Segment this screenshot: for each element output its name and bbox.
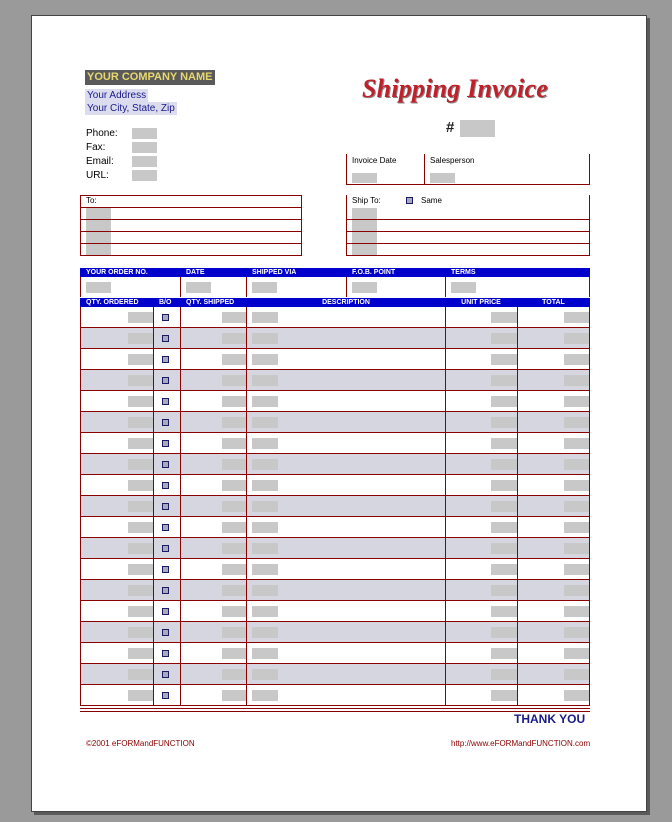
description-field[interactable] [252, 438, 278, 449]
total-header: TOTAL [542, 299, 565, 306]
to-field[interactable] [86, 244, 111, 255]
to-line [80, 207, 302, 208]
company-name[interactable]: YOUR COMPANY NAME [87, 71, 213, 83]
total-field[interactable] [564, 690, 589, 701]
unit-price-field[interactable] [491, 375, 517, 386]
unit-price-field[interactable] [491, 501, 517, 512]
unit-price-field[interactable] [491, 333, 517, 344]
total-field[interactable] [564, 522, 589, 533]
unit-price-field[interactable] [491, 669, 517, 680]
url-field[interactable] [132, 170, 157, 181]
invoice-number-field[interactable] [460, 120, 495, 137]
order-no-header: YOUR ORDER NO. [86, 269, 148, 276]
qty-shipped-field[interactable] [222, 522, 246, 533]
to-field[interactable] [86, 220, 111, 231]
bo-checkbox[interactable] [162, 377, 169, 384]
total-field[interactable] [564, 396, 589, 407]
qty-shipped-field[interactable] [222, 564, 246, 575]
ship-to-line [346, 219, 590, 220]
terms-header: TERMS [451, 269, 476, 276]
thank-you-text: THANK YOU [514, 712, 586, 726]
unit-price-field[interactable] [491, 627, 517, 638]
company-city-state-zip[interactable]: Your City, State, Zip [87, 103, 175, 114]
same-checkbox[interactable] [406, 197, 413, 204]
qty-shipped-field[interactable] [222, 417, 246, 428]
column-divider [445, 307, 446, 706]
invoice-date-label: Invoice Date [352, 156, 397, 165]
qty-shipped-field[interactable] [222, 333, 246, 344]
copyright-text: ©2001 eFORMandFUNCTION [86, 739, 195, 748]
qty-ordered-field[interactable] [128, 564, 153, 575]
description-field[interactable] [252, 606, 278, 617]
bo-checkbox[interactable] [162, 356, 169, 363]
ship-to-border-right [589, 195, 590, 256]
terms-field[interactable] [451, 282, 476, 293]
qty-ordered-field[interactable] [128, 417, 153, 428]
ship-to-field[interactable] [352, 244, 377, 255]
description-field[interactable] [252, 690, 278, 701]
qty-shipped-field[interactable] [222, 459, 246, 470]
fob-point-field[interactable] [352, 282, 377, 293]
invoice-date-field[interactable] [352, 173, 377, 183]
qty-shipped-field[interactable] [222, 480, 246, 491]
qty-ordered-field[interactable] [128, 396, 153, 407]
bo-checkbox[interactable] [162, 608, 169, 615]
order-info-divider [346, 277, 347, 297]
fax-label: Fax: [86, 142, 106, 153]
unit-price-field[interactable] [491, 354, 517, 365]
column-divider [153, 307, 154, 706]
description-field[interactable] [252, 333, 278, 344]
order-header-bar [80, 268, 590, 277]
phone-label: Phone: [86, 128, 118, 139]
unit-price-field[interactable] [491, 606, 517, 617]
description-field[interactable] [252, 354, 278, 365]
table-border-right [589, 307, 590, 706]
ship-to-field[interactable] [352, 232, 377, 243]
total-field[interactable] [564, 417, 589, 428]
invoice-info-border-left [346, 154, 347, 185]
total-field[interactable] [564, 606, 589, 617]
description-field[interactable] [252, 396, 278, 407]
description-field[interactable] [252, 375, 278, 386]
bo-checkbox[interactable] [162, 335, 169, 342]
email-label: Email: [86, 156, 114, 167]
total-field[interactable] [564, 438, 589, 449]
date-header: DATE [186, 269, 205, 276]
qty-ordered-field[interactable] [128, 333, 153, 344]
qty-shipped-field[interactable] [222, 375, 246, 386]
qty-ordered-field[interactable] [128, 522, 153, 533]
unit-price-header: UNIT PRICE [461, 299, 501, 306]
qty-ordered-field[interactable] [128, 669, 153, 680]
unit-price-field[interactable] [491, 312, 517, 323]
bo-checkbox[interactable] [162, 545, 169, 552]
order-info-divider [180, 277, 181, 297]
qty-shipped-field[interactable] [222, 396, 246, 407]
qty-shipped-field[interactable] [222, 606, 246, 617]
total-field[interactable] [564, 627, 589, 638]
phone-field[interactable] [132, 128, 157, 139]
description-field[interactable] [252, 417, 278, 428]
column-divider [246, 307, 247, 706]
shipped-via-header: SHIPPED VIA [252, 269, 297, 276]
qty-ordered-field[interactable] [128, 480, 153, 491]
bo-checkbox[interactable] [162, 692, 169, 699]
column-divider [180, 307, 181, 706]
url-label: URL: [86, 170, 109, 181]
bo-checkbox[interactable] [162, 419, 169, 426]
qty-shipped-field[interactable] [222, 669, 246, 680]
bo-checkbox[interactable] [162, 671, 169, 678]
to-label: To: [86, 196, 97, 205]
bo-checkbox[interactable] [162, 566, 169, 573]
ship-to-line [346, 255, 590, 256]
order-info-row [80, 277, 590, 297]
ship-to-line [346, 243, 590, 244]
to-line [80, 231, 302, 232]
unit-price-field[interactable] [491, 522, 517, 533]
ship-to-line [346, 231, 590, 232]
shipped-via-field[interactable] [252, 282, 277, 293]
qty-shipped-field[interactable] [222, 354, 246, 365]
order-date-field[interactable] [186, 282, 211, 293]
description-field[interactable] [252, 564, 278, 575]
qty-ordered-field[interactable] [128, 648, 153, 659]
unit-price-field[interactable] [491, 543, 517, 554]
qty-ordered-field[interactable] [128, 627, 153, 638]
qty-shipped-field[interactable] [222, 501, 246, 512]
description-field[interactable] [252, 627, 278, 638]
unit-price-field[interactable] [491, 564, 517, 575]
total-field[interactable] [564, 669, 589, 680]
to-field[interactable] [86, 232, 111, 243]
bottom-rule [80, 708, 590, 709]
qty-ordered-field[interactable] [128, 501, 153, 512]
total-field[interactable] [564, 312, 589, 323]
description-field[interactable] [252, 585, 278, 596]
fax-field[interactable] [132, 142, 157, 153]
unit-price-field[interactable] [491, 417, 517, 428]
same-label: Same [421, 196, 442, 205]
bo-checkbox[interactable] [162, 650, 169, 657]
description-field[interactable] [252, 480, 278, 491]
total-field[interactable] [564, 354, 589, 365]
invoice-info-divider [424, 154, 425, 185]
description-field[interactable] [252, 669, 278, 680]
unit-price-field[interactable] [491, 585, 517, 596]
invoice-info-border-right [589, 154, 590, 185]
description-field[interactable] [252, 459, 278, 470]
qty-shipped-field[interactable] [222, 312, 246, 323]
description-header: DESCRIPTION [322, 299, 370, 306]
ship-to-label: Ship To: [352, 196, 381, 205]
description-field[interactable] [252, 501, 278, 512]
bo-checkbox[interactable] [162, 482, 169, 489]
website-link[interactable]: http://www.eFORMandFUNCTION.com [451, 739, 591, 748]
invoice-info-border-bottom [346, 184, 590, 185]
order-no-field[interactable] [86, 282, 111, 293]
qty-shipped-field[interactable] [222, 690, 246, 701]
total-field[interactable] [564, 480, 589, 491]
invoice-title: Shipping Invoice [362, 74, 548, 103]
unit-price-field[interactable] [491, 459, 517, 470]
qty-ordered-field[interactable] [128, 606, 153, 617]
unit-price-field[interactable] [491, 438, 517, 449]
email-field[interactable] [132, 156, 157, 167]
total-field[interactable] [564, 459, 589, 470]
qty-ordered-header: QTY. ORDERED [86, 299, 139, 306]
qty-ordered-field[interactable] [128, 312, 153, 323]
ship-to-border-left [346, 195, 347, 256]
to-line [80, 243, 302, 244]
column-divider [517, 307, 518, 706]
description-field[interactable] [252, 648, 278, 659]
bo-checkbox[interactable] [162, 398, 169, 405]
qty-shipped-field[interactable] [222, 543, 246, 554]
bo-header: B/O [159, 299, 172, 306]
unit-price-field[interactable] [491, 690, 517, 701]
qty-ordered-field[interactable] [128, 585, 153, 596]
to-box [80, 195, 302, 256]
qty-shipped-field[interactable] [222, 627, 246, 638]
total-field[interactable] [564, 585, 589, 596]
bo-checkbox[interactable] [162, 440, 169, 447]
qty-shipped-field[interactable] [222, 585, 246, 596]
qty-shipped-field[interactable] [222, 438, 246, 449]
bo-checkbox[interactable] [162, 587, 169, 594]
to-field[interactable] [86, 208, 111, 219]
bo-checkbox[interactable] [162, 461, 169, 468]
table-border-left [80, 307, 81, 706]
qty-ordered-field[interactable] [128, 690, 153, 701]
qty-ordered-field[interactable] [128, 438, 153, 449]
bo-checkbox[interactable] [162, 524, 169, 531]
total-field[interactable] [564, 333, 589, 344]
salesperson-label: Salesperson [430, 156, 475, 165]
total-field[interactable] [564, 564, 589, 575]
row-rule [80, 705, 590, 706]
description-field[interactable] [252, 522, 278, 533]
qty-ordered-field[interactable] [128, 354, 153, 365]
fob-point-header: F.O.B. POINT [352, 269, 396, 276]
bo-checkbox[interactable] [162, 503, 169, 510]
bo-checkbox[interactable] [162, 314, 169, 321]
unit-price-field[interactable] [491, 480, 517, 491]
salesperson-field[interactable] [430, 173, 455, 183]
unit-price-field[interactable] [491, 396, 517, 407]
qty-ordered-field[interactable] [128, 459, 153, 470]
company-address[interactable]: Your Address [87, 90, 147, 101]
description-field[interactable] [252, 543, 278, 554]
ship-to-field[interactable] [352, 220, 377, 231]
qty-ordered-field[interactable] [128, 375, 153, 386]
qty-shipped-header: QTY. SHIPPED [186, 299, 235, 306]
order-info-divider [445, 277, 446, 297]
ship-to-field[interactable] [352, 208, 377, 219]
total-field[interactable] [564, 648, 589, 659]
qty-ordered-field[interactable] [128, 543, 153, 554]
total-field[interactable] [564, 543, 589, 554]
order-info-divider [246, 277, 247, 297]
total-field[interactable] [564, 501, 589, 512]
description-field[interactable] [252, 312, 278, 323]
invoice-number-label: # [446, 119, 455, 136]
bo-checkbox[interactable] [162, 629, 169, 636]
unit-price-field[interactable] [491, 648, 517, 659]
to-line [80, 219, 302, 220]
total-field[interactable] [564, 375, 589, 386]
qty-shipped-field[interactable] [222, 648, 246, 659]
